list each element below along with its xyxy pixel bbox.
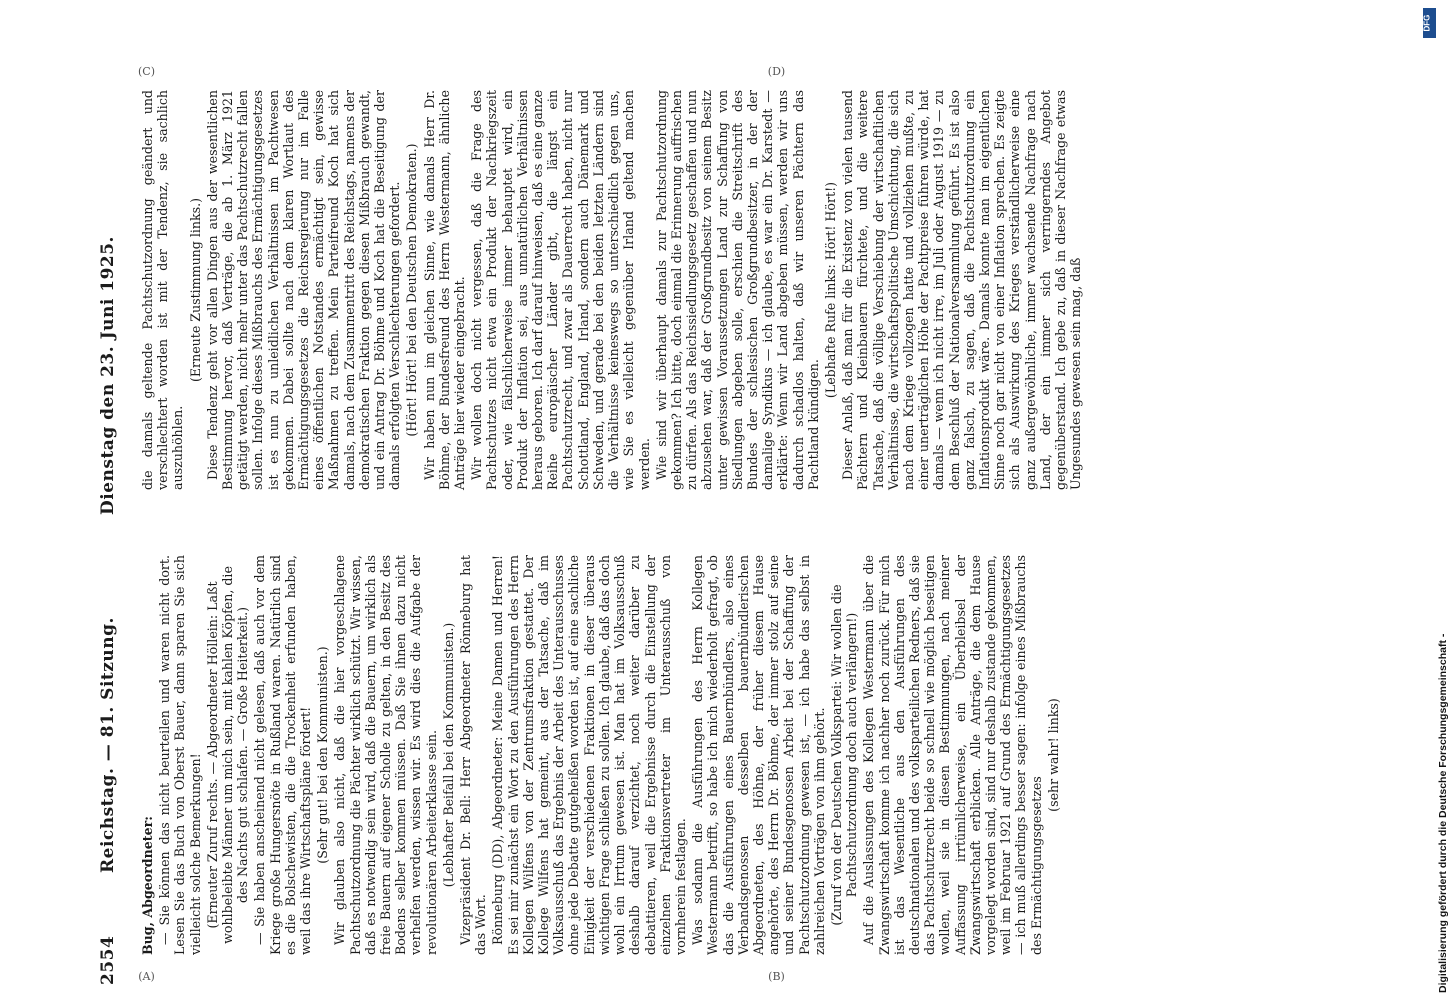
page-header — [90, 60, 130, 985]
paragraph: Diese Tendenz geht vor allen Dingen aus der wesentlichen Bestimmung hervor, daß Verträge, die ab 1. März 1921 getätigt werden, nicht mehr unter das Pachtschutzrecht fallen sollen. Infolge dieses Mißbrauchs des Ermächtigungsgesetzes ist es nun zu unleidlichen Verhältnissen im Pachtwesen gekommen. Dabei sollte nach dem klaren Wortlaut des Ermächtigungsgesetzes die Reichsregierung nur im Falle eines öffentlichen Notstandes ermächtigt sein, gewisse Maßnahmen zu treffen. Mein Parteifreund Koch hat sich damals, nach dem Zusammentritt des Reichstags, namens der demokratischen Fraktion gegen diesen Mißbrauch gewandt, und ein Antrag Dr. Böhme und Koch hat die Beseitigung der damals erfolgten Verschlechterungen gefordert. — [204, 90, 403, 490]
paragraph: Was sodann die Ausführungen des Herrn Kollegen Westermann betrifft, so habe ich mich wiederholt gefragt, ob das die Ausführungen eines Bauernbündlers, also eines Verbandsgenossen desselben bauernbündlerischen Abgeordneten, des Höhne, der früher diesem Hause angehörte, des Herrn Dr. Böhme, der immer stolz auf seine und seiner Bundesgenossen Arbeit bei der Schaffung der Pachtschutzordnung gewesen ist, — ich habe das selbst in zahlreichen Vorträgen von ihm gehört. — [690, 555, 827, 955]
paragraph: Wir haben nun im gleichen Sinne, wie damals Herr Dr. Böhme, der Bundesfreund des Herrn Westermann, ähnliche Anträge hier wieder eingebracht. — [421, 90, 468, 490]
page-number: 2554 — [98, 935, 118, 985]
interjection: (Zuruf von der Deutschen Volkspartei: Wir wollen die Pachtschutzordnung doch auch verlängern!) — [828, 584, 860, 926]
paragraph: Wir glauben also nicht, daß die hier vorgeschlagene Pachtschutzordnung die Pächter wirklich schützt. Wir wissen, daß es notwendig sein wird, daß die Bauern, um wirklich als freie Bauern auf eigener Scholle zu gelten, in den Besitz des Bodens selber kommen müssen. Daß Sie ihnen dazu nicht verhelfen werden, wissen wir. Es wird dies die Aufgabe der revolutionären Arbeiterklasse sein. — [332, 555, 439, 955]
margin-letter-d: (D) — [767, 64, 786, 78]
interjection: (Lebhafter Beifall bei den Kommunisten.) — [440, 622, 456, 888]
paragraph: Wie sind wir überhaupt damals zur Pachtschutzordnung gekommen? Ich bitte, doch einmal die Erinnerung auffrischen zu dürfen. Als das Reichssiedlungsgesetz geschaffen und nun abzusehen war, daß der Großgrundbesitz von seinem Besitz unter gewissen Voraussetzungen Land zur Schaffung von Siedlungen abgeben solle, erschien die Streitschrift des Bundes der schlesischen Großgrundbesitzer, in der der damalige Syndikus — ich glaube, es war ein Dr. Karstedt — erklärte: Wenn wir Land abgeben müssen, werden wir uns dadurch schadlos halten, daß wir unseren Pächtern das Pachtland kündigen. — [653, 90, 821, 490]
interjection: (Hört! Hört! bei den Deutschen Demokraten.) — [404, 143, 420, 437]
interjection: (Sehr gut! bei den Kommunisten.) — [315, 646, 331, 864]
paragraph: Dieser Anlaß, daß man für die Existenz von vielen tausend Pächtern und Kleinbauern fürchtete, und die weitere Tatsache, daß die völlige Verschiebung der wirtschaftlichen Verhältnisse, die wirtschaftspolitische Umschichtung, die sich nach dem Kriege vollzogen hatte und vollziehen mußte, zu einer unerträglichen Höhe der Pachtpreise führen würde, hat damals — wenn ich nicht irre, im Juli oder August 1919 — zu dem Beschluß der Nationalversammlung geführt. Es ist also ganz falsch, zu sagen, daß die Pachtschutzordnung ein Inflationsprodukt wäre. Damals konnte man im eigentlichen Sinne noch gar nicht von einer Inflation sprechen. Es zeigte sich als Auswirkung des Krieges verständlicherweise eine ganz außergewöhnliche, immer wachsende Nachfrage nach Land, der ein immer sich verringerndes Angebot gegenüberstand. Ich gebe zu, daß in dieser Nachfrage etwas Ungesundes gewesen sein mag, daß — [840, 90, 1084, 490]
rotated-page-content — [90, 60, 1420, 985]
interjection: (Lebhafte Rufe links: Hört! Hört!) — [822, 181, 838, 399]
paragraph: Auf die Auslassungen des Kollegen Westermann über die Zwangswirtschaft komme ich nachher noch zurück. Für mich ist das Wesentliche aus den Ausführungen des deutschnationalen und des volksparteilichen Redners, daß sie das Pachtschutzrecht beide so schnell wie möglich beseitigen wollen, weil sie in diesen Bestimmungen, nach meiner Auffassung irrtümlicherweise, ein Überbleibsel der Zwangswirtschaft erblicken. Alle Anträge, die dem Hause vorgelegt worden sind, sind nur deshalb zustande gekommen, weil im Februar 1921 auf Grund des Ermächtigungsgesetzes — ich muß allerdings besser sagen: infolge eines Mißbrauchs des Ermächtigungsgesetzes — [861, 555, 1044, 955]
right-text-column — [140, 90, 1410, 490]
paragraph: — Sie können das nicht beurteilen und waren nicht dort. Lesen Sie das Buch von Oberst Bauer, dann sparen Sie sich vielleicht solche Bemerkungen! — [157, 555, 203, 955]
dfg-logo — [1423, 8, 1436, 38]
paragraph: — Sie haben anscheinend nicht gelesen, daß auch vor dem Kriege große Hungersnöte in Rußland waren. Natürlich sind es die Bolschewisten, die die Trockenheit erfunden haben, weil das ihre Wirtschaftspläne fördert! — [252, 555, 314, 955]
margin-letter-c: (C) — [138, 65, 155, 78]
interjection: (Erneuter Zuruf rechts. — Abgeordneter Höllein: Laßt wohlbeleibte Männer um mich sein, mit kahlen Köpfen, die des Nachts gut schlafen. — Große Heiterkeit.) — [204, 566, 251, 944]
paragraph: Vizepräsident Dr. Bell: Herr Abgeordneter Rönneburg hat das Wort. — [458, 555, 489, 955]
paragraph: die damals geltende Pachtschutzordnung geändert und verschlechtert worden ist mit der Tendenz, sie sachlich auszuhöhlen. — [140, 90, 186, 490]
digitization-note — [1423, 8, 1449, 993]
header-date: Dienstag den 23. Juni 1925. — [98, 236, 118, 515]
paragraph: Wir wollen doch nicht vergessen, daß die Frage des Pachtschutzes nicht etwa ein Produkt der Nachkriegszeit oder, wie fälschlicherweise immer behauptet wird, ein Produkt der Inflation sei, aus unnatürlichen Verhältnissen heraus geboren. Ich darf darauf hinweisen, daß es eine ganze Reihe europäischer Länder gibt, die längst ein Pachtschutzrecht, und zwar als Dauerrecht haben, nicht nur Schottland, England, Irland, sondern auch Dänemark und Schweden, und gerade bei den beiden letzten Ländern sind die Verhältnisse keineswegs so unterschiedlich gegen uns, wie Sie es vielleicht gegenüber Irland geltend machen werden. — [469, 90, 652, 490]
dfg-logo-text: DFG — [1422, 14, 1432, 32]
interjection: (Erneute Zustimmung links.) — [187, 197, 203, 383]
digitization-note-text: Digitalisierung gefördert durch die Deutsche Forschungsgemeinschaft - — [1437, 633, 1449, 993]
margin-letter-a: (A) — [138, 970, 155, 984]
interjection: (sehr wahr! links) — [1045, 698, 1061, 812]
header-session-title: Reichstag. — 81. Sitzung. — [98, 617, 118, 873]
speaker-line: Bug, Abgeordneter: — [140, 816, 155, 955]
margin-letter-b: (B) — [768, 970, 785, 984]
paragraph: Rönneburg (DD), Abgeordneter: Meine Damen und Herren! Es sei mir zunächst ein Wort zu den Ausführungen des Herrn Kollegen Wilfens von der Zentrumsfraktion gestattet. Der Kollege Wilfens hat gemeint, aus der Tatsache, daß im Volksausschuß das Ergebnis der Arbeit des Unterausschusses ohne jede Debatte gutgeheißen worden ist, auf eine sachliche Einigkeit der verschiedenen Fraktionen in dieser überaus wichtigen Frage schließen zu sollen. Ich glaube, daß das doch wohl ein Irrtum gewesen ist. Man hat im Volksausschuß deshalb darauf verzichtet, noch weiter darüber zu debattieren, weil die Ergebnisse durch die Einstellung der einzelnen Fraktionsvertreter im Unterausschuß von vornherein festlagen. — [490, 555, 688, 955]
left-text-column — [140, 555, 1410, 955]
